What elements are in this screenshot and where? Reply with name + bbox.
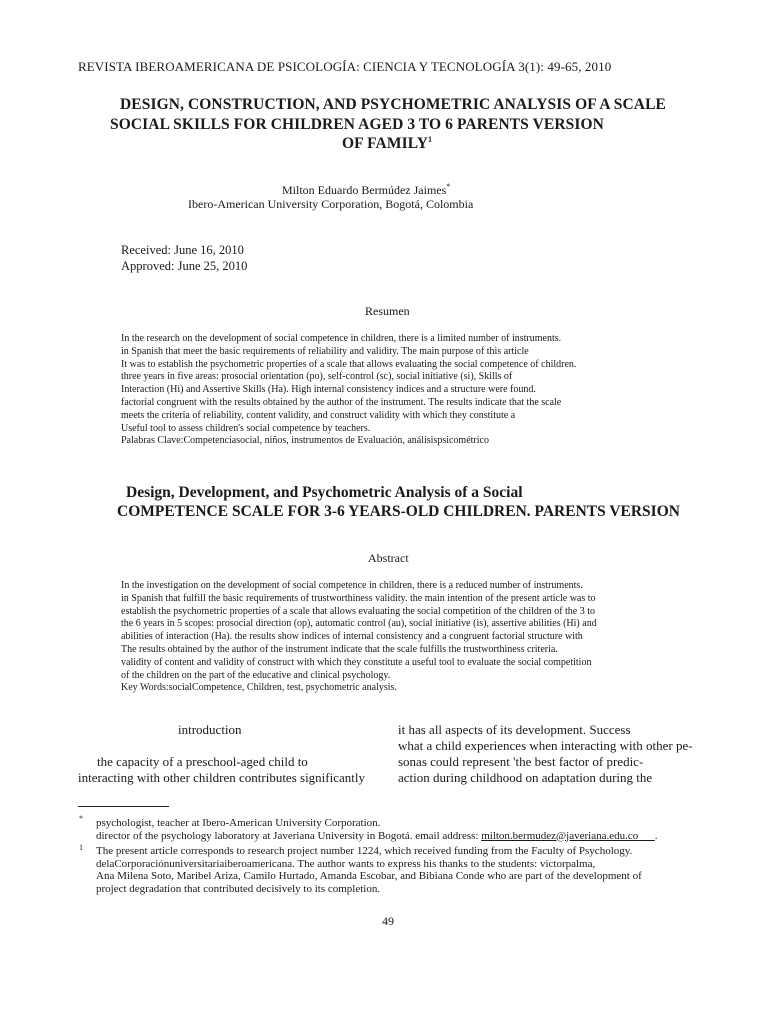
resumen-line: It was to establish the psychometric properties of a scale that allows evaluating the social competence of children.: [121, 358, 577, 370]
introduction-heading: introduction: [178, 722, 242, 737]
body-line: the capacity of a preschool-aged child to: [97, 754, 308, 769]
english-title-line-1: Design, Development, and Psychometric Analysis of a Social: [126, 484, 523, 501]
author-affiliation: Ibero-American University Corporation, Bogotá, Colombia: [188, 197, 474, 211]
footnote-2: [96, 845, 642, 895]
body-line: interacting with other children contributes significantly: [78, 770, 366, 785]
body-line: it has all aspects of its development. Success: [398, 722, 631, 737]
approved-date: Approved: June 25, 2010: [121, 259, 248, 273]
body-line: sonas could represent 'the best factor of predic-: [398, 754, 644, 769]
abstract-line: The results obtained by the author of the instrument indicate that the scale fulfills the trustworthiness criteria.: [121, 643, 558, 655]
footnote-line: Ana Milena Soto, Maribel Ariza, Camilo Hurtado, Amanda Escobar, and Bibiana Conde who are part of the development of: [96, 870, 642, 882]
abstract-line: in Spanish that fulfill the basic requirements of trustworthiness validity. the main intention of the present article was to: [121, 592, 596, 604]
footnote-line: psychologist, teacher at Ibero-American University Corporation.: [96, 817, 381, 829]
abstract-line: In the investigation on the development of social competence in children, there is a reduced number of instruments.: [121, 580, 583, 591]
footnote-email-prefix: director of the psychology laboratory at Javeriana University in Bogotá. email address:: [96, 829, 482, 842]
footnote-line: The present article corresponds to research project number 1224, which received funding from the Faculty of Psychology.: [96, 845, 633, 857]
resumen-line: in Spanish that meet the basic requirements of reliability and validity. The main purpose of this article: [121, 345, 529, 357]
abstract-line: abilities of interaction (Ha). the results show indices of internal consistency and a congruent factorial structure with: [121, 631, 583, 643]
received-date: Received: June 16, 2010: [121, 243, 244, 257]
resumen-heading: Resumen: [365, 304, 410, 318]
title-footnote-ref: 1: [428, 134, 433, 144]
author-name: [282, 183, 450, 198]
abstract-heading: Abstract: [368, 551, 409, 565]
resumen-line: meets the criteria of reliability, content validity, and construct validity with which they constitute a: [121, 409, 516, 421]
footnote-line: director of the psychology laboratory at Javeriana University in Bogotá. email address: milton.bermudez@javeriana.edu.co .: [96, 829, 658, 842]
resumen-line: Interaction (Hi) and Assertive Skills (Ha). High internal consistency indices and a structure were found.: [121, 384, 536, 396]
body-left-column: [78, 754, 365, 786]
footnote-line: delaCorporaciónuniversitariaiberoamericana. The author wants to express his thanks to the students: victorpalma,: [96, 857, 596, 870]
title-line-3-text: OF FAMILY: [342, 135, 429, 152]
title-line-1: DESIGN, CONSTRUCTION, AND PSYCHOMETRIC ANALYSIS OF A SCALE: [120, 96, 666, 113]
page-number: 49: [382, 914, 394, 928]
title-line-3: [342, 135, 432, 153]
author-name-text: Milton Eduardo Bermúdez Jaimes: [282, 183, 447, 197]
footnote-mark-1: *: [79, 814, 83, 823]
abstract-line: establish the psychometric properties of a scale that allows evaluating the social competition of the children of the 3 to: [121, 605, 596, 617]
resumen-line: three years in five areas: prosocial orientation (po), self-control (sc), social initiative (si), Skills of: [121, 371, 513, 383]
author-email-link[interactable]: milton.bermudez@javeriana.edu.co: [481, 829, 639, 842]
journal-header: REVISTA IBEROAMERICANA DE PSICOLOGÍA: CIENCIA Y TECNOLOGÍA 3(1): 49-65, 2010: [78, 59, 612, 74]
abstract-line: validity of content and validity of construct with which they constitute a useful tool to evaluate the social competition: [121, 656, 592, 668]
email-underline-tail: [638, 830, 655, 842]
body-right-column: [398, 722, 693, 786]
footnote-mark-2: 1: [79, 843, 83, 852]
title-line-2: SOCIAL SKILLS FOR CHILDREN AGED 3 TO 6 PARENTS VERSION: [110, 116, 604, 133]
abstract-paragraph: [121, 580, 597, 695]
resumen-keywords: Palabras Clave:Competenciasocial, niños, instrumentos de Evaluación, análisispsicométrico: [121, 435, 489, 447]
resumen-line: In the research on the development of social competence in children, there is a limited number of instruments.: [121, 333, 562, 344]
english-title-line-2: COMPETENCE SCALE FOR 3-6 YEARS-OLD CHILDREN. PARENTS VERSION: [117, 503, 680, 520]
abstract-keywords: Key Words:socialCompetence, Children, test, psychometric analysis.: [121, 682, 397, 694]
resumen-line: Useful tool to assess children's social competence by teachers.: [121, 422, 371, 434]
abstract-line: of the children on the part of the educative and clinical psychology.: [121, 669, 391, 681]
footnote-1: [96, 817, 658, 842]
body-line: what a child experiences when interacting with other pe-: [398, 738, 693, 753]
abstract-line: the 6 years in 5 scopes: prosocial direction (op), automatic control (au), social initiative (is), assertive abilities (Hi) and: [121, 618, 597, 630]
body-line: action during childhood on adaptation during the: [398, 770, 653, 785]
resumen-paragraph: [121, 333, 576, 448]
author-mark: *: [446, 182, 451, 191]
footnote-line: project degradation that contributed decisively to its completion.: [96, 882, 381, 895]
footnote-divider: [78, 806, 169, 807]
resumen-line: factorial congruent with the results obtained by the author of the instrument. The results indicate that the scale: [121, 396, 562, 408]
